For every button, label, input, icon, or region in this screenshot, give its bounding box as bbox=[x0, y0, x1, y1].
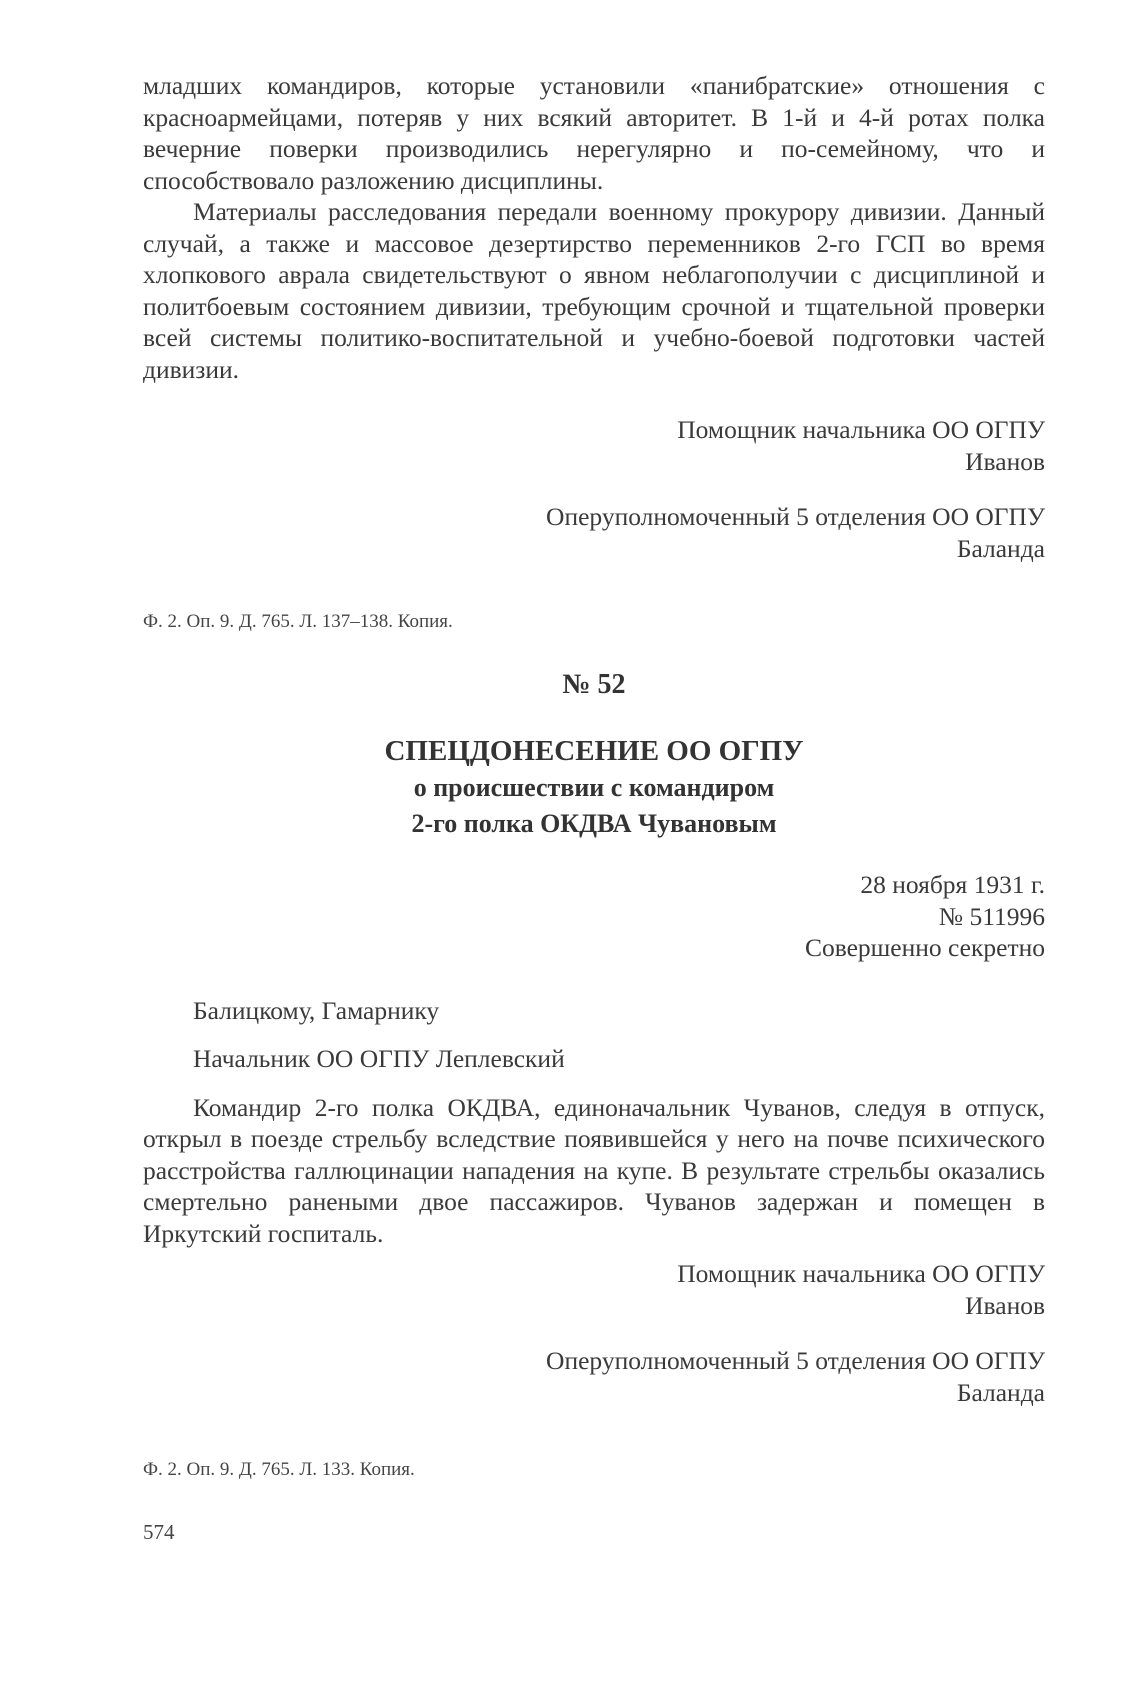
signature-name: Иванов bbox=[965, 446, 1045, 476]
signature-name: Баланда bbox=[956, 533, 1045, 563]
signature-block-3 bbox=[143, 1258, 1045, 1321]
signature-name: Баланда bbox=[956, 1377, 1045, 1407]
signature-title: Оперуполномоченный 5 отделения ОО ОГПУ bbox=[546, 1346, 1045, 1375]
document-meta bbox=[143, 869, 1045, 964]
signature-name: Иванов bbox=[965, 1290, 1045, 1320]
title-line-2: о происшествии с командиром bbox=[413, 773, 775, 802]
sender: Начальник ОО ОГПУ Леплевский bbox=[193, 1044, 565, 1073]
addressees: Балицкому, Гамарнику bbox=[193, 995, 440, 1025]
document-date: 28 ноября 1931 г. bbox=[860, 870, 1045, 899]
archive-source: Ф. 2. Оп. 9. Д. 765. Л. 137–138. Копия. bbox=[143, 611, 453, 632]
archive-source: Ф. 2. Оп. 9. Д. 765. Л. 133. Копия. bbox=[143, 1459, 415, 1480]
signature-block-1 bbox=[143, 414, 1045, 477]
signature-title: Помощник начальника ОО ОГПУ bbox=[677, 415, 1045, 444]
signature-block-4 bbox=[143, 1345, 1045, 1408]
title-line-1: СПЕЦДОНЕСЕНИЕ ОО ОГПУ bbox=[384, 735, 804, 767]
signature-title: Помощник начальника ОО ОГПУ bbox=[677, 1259, 1045, 1288]
investigation-paragraph: Материалы расследования передали военному прокурору дивизии. Данный случай, а также и массовое дезертирство переменников 2-го ГСП во время хлопкового аврала свидетельствуют о явном неблагополучии с дисциплиной и политбоевым состоянием дивизии, требующим срочной и тщательной проверки всей системы политико-воспитательной и учебно-боевой подготовки частей дивизии. bbox=[143, 197, 1045, 384]
registration-number: № 511996 bbox=[938, 901, 1045, 931]
signature-title: Оперуполномоченный 5 отделения ОО ОГПУ bbox=[546, 502, 1045, 531]
document-page bbox=[143, 70, 1045, 1482]
continuation-paragraph: младших командиров, которые установили «панибратские» отношения с красноармейцами, потеряв у них всякий авторитет. В 1-й и 4-й ротах полка вечерние поверки производились нерегулярно и по-семейному, что и способствовало разложению дисциплины. bbox=[143, 71, 1045, 195]
page-number: 574 bbox=[143, 1520, 175, 1544]
document-title bbox=[143, 732, 1045, 842]
signature-block-2 bbox=[143, 501, 1045, 564]
classification-label: Совершенно секретно bbox=[804, 933, 1045, 962]
report-body: Командир 2-го полка ОКДВА, единоначальник Чуванов, следуя в отпуск, открыл в поезде стрельбу вследствие появившейся у него на почве психического расстройства галлюцинации нападения на купе. В результате стрельбы оказались смертельно ранеными двое пассажиров. Чуванов задержан и помещен в Иркутский госпиталь. bbox=[143, 1092, 1045, 1248]
document-number-heading: № 52 bbox=[562, 669, 626, 700]
title-line-3: 2-го полка ОКДВА Чувановым bbox=[411, 809, 777, 838]
